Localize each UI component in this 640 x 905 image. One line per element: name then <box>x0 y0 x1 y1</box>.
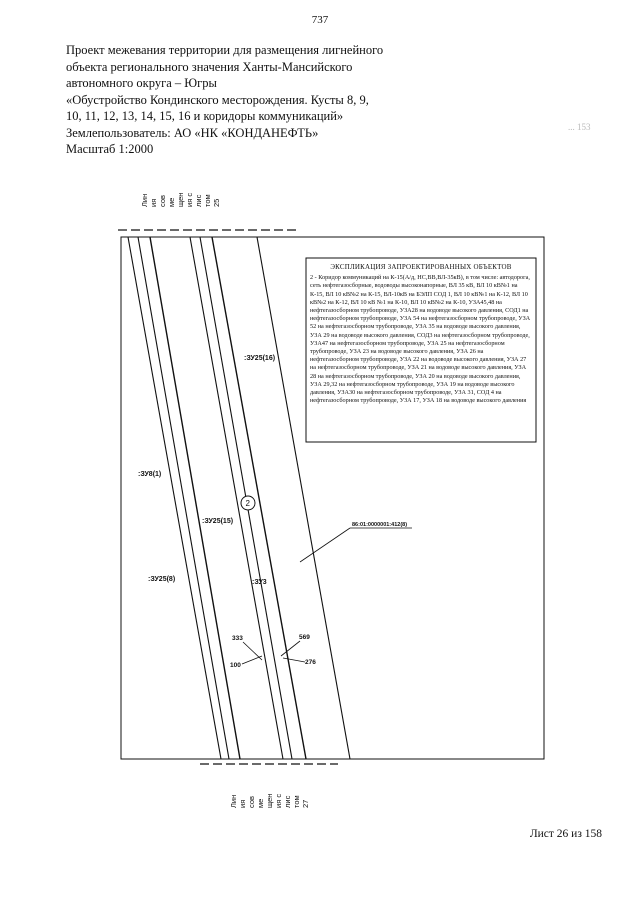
bottom-line-label <box>229 794 310 808</box>
header-line: объекта регионального значения Ханты-Мансийского <box>66 59 353 74</box>
header-line: автономного округа – Югры <box>66 76 217 90</box>
label-fragment: ия <box>238 799 247 808</box>
parcel-label-zu25-15: :ЗУ25(15) <box>202 518 234 525</box>
label-fragment: ия с <box>274 793 283 808</box>
parcel-label-zu3: :ЗУ3 <box>252 579 267 586</box>
label-fragment: щен <box>265 793 274 808</box>
explication-legend <box>306 258 536 442</box>
header-line: Землепользователь: АО «НК «КОНДАНЕФТЬ» <box>66 125 319 140</box>
page-number: 737 <box>311 14 329 26</box>
point-label-100: 100 <box>230 662 241 669</box>
label-fragment: том <box>292 795 301 808</box>
label-fragment: сов <box>158 195 167 207</box>
label-fragment: сов <box>247 796 256 808</box>
legend-title: ЭКСПЛИКАЦИЯ ЗАПРОЕКТИРОВАННЫХ ОБЪЕКТОВ <box>330 263 512 271</box>
cadastral-number-label: 86:01:0000001:412(8) <box>352 522 408 528</box>
label-fragment: Лин <box>229 794 238 808</box>
point-label-333: 333 <box>232 635 243 642</box>
label-fragment: лис <box>283 795 292 808</box>
faint-mark: ... 153 <box>568 122 591 132</box>
sheet-number: Лист 26 из 158 <box>529 828 602 840</box>
label-fragment: ме <box>167 197 176 207</box>
parcel-label-zu8-1: :ЗУ8(1) <box>138 471 162 478</box>
legend-text: 2 - Коридор коммуникаций на К-15(А/д, НС,ВВ,ВЛ-35кВ), в том числе: автодорога, сеть нефтегазосборные, водоводы высоконапорные, ВЛ 35 кВ, ВЛ 10 кВ№1 на К-15, ВЛ 10 кВ№2 на К-15, ВЛ-10кВ на БЭЛП СОД 1, ВЛ 10 кВ№1 на К-12, ВЛ 10 кВ№2 на К-12, ВЛ 10 кВ №1 на К-10, ВЛ 10 кВ№2 на К-10, УЗА45,48 на нефтегазосборном трубопроводе, УЗА28 на водоводе высокого давления, СОД1 на нефтегазосборном трубопроводе, УЗА 54 на нефтегазосборном трубопроводе, УЗА 52 на нефтегазосборном трубопроводе, УЗА 35 на водоводе высокого давления, УЗА 29 на водоводе высокого давления, СОД3 на нефтегазосборном трубопроводе, УЗА47 на нефтегазосборном трубопроводе, УЗА 25 на нефтегазосборном трубопроводе, УЗА 23 на водоводе высокого давления, УЗА 26 на нефтегазосборном трубопроводе, УЗА 22 на водоводе высокого давления, УЗА 27 на нефтегазосборном трубопроводе, УЗА 21 на водоводе высокого давления, УЗА 28 на нефтегазосборном трубопроводе, УЗА 20 на водоводе высокого давления, УЗА 29,32 на нефтегазосборном трубопроводе, УЗА 19 на водоводе высокого давления, УЗА30 на нефтегазосборном трубопроводе, УЗА 31, СОД 4 на нефтегазосборном трубопроводе, УЗА 17, УЗА 18 на водоводе высокого давления <box>310 274 531 405</box>
point-label-569: 569 <box>299 634 310 641</box>
label-fragment: щен <box>176 192 185 207</box>
parcel-label-zu25-16: :ЗУ25(16) <box>244 355 276 362</box>
parcel-label-zu25-8: :ЗУ25(8) <box>148 576 176 583</box>
header-line: Масштаб 1:2000 <box>66 142 154 156</box>
label-fragment: ме <box>256 798 265 808</box>
label-fragment: Лин <box>140 193 149 207</box>
header-line: «Обустройство Кондинского месторождения. Кусты 8, 9, <box>66 92 369 107</box>
top-line-label <box>140 193 221 207</box>
header-line: Проект межевания территории для размещения лигнейного <box>66 43 384 57</box>
label-fragment: ия с <box>185 192 194 207</box>
label-fragment: 25 <box>212 198 221 207</box>
cadastral-leader <box>300 528 350 562</box>
point-label-276: 276 <box>305 659 316 666</box>
label-fragment: лис <box>194 194 203 207</box>
label-fragment: том <box>203 194 212 207</box>
header-line: 10, 11, 12, 13, 14, 15, 16 и коридоры коммуникаций» <box>66 109 344 123</box>
label-fragment: ия <box>149 198 158 207</box>
object-number-label: 2 <box>245 499 250 508</box>
label-fragment: 27 <box>301 799 310 808</box>
